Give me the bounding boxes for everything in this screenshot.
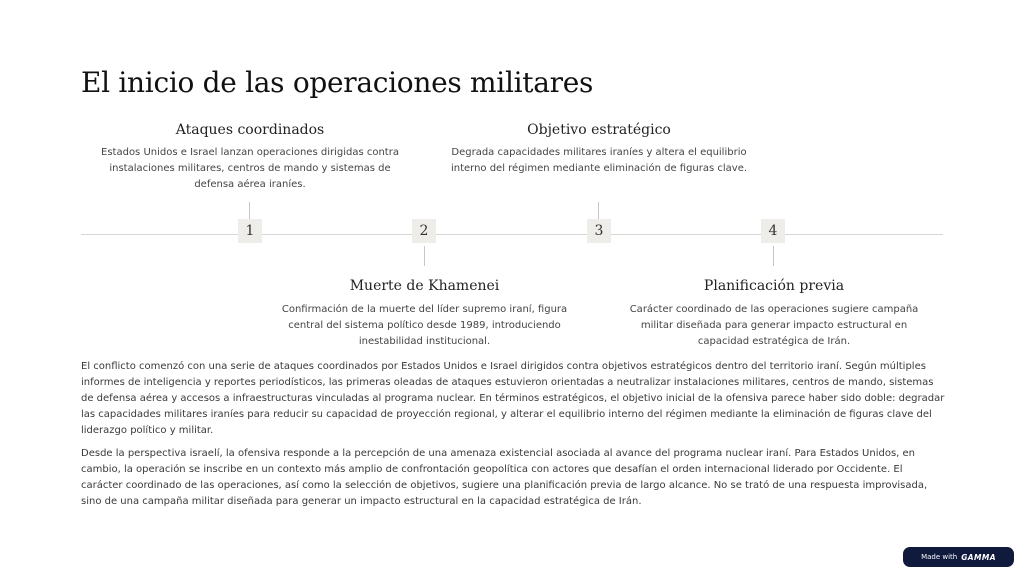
timeline-line xyxy=(81,234,943,235)
step-3-title: Objetivo estratégico xyxy=(527,122,671,138)
made-with-gamma-badge[interactable] xyxy=(903,547,1014,567)
gamma-logo: GAMMA xyxy=(961,552,996,562)
step-2-number: 2 xyxy=(412,219,436,243)
timeline-tick-2 xyxy=(424,246,425,266)
timeline-tick-4 xyxy=(773,246,774,266)
step-4-description: Carácter coordinado de las operaciones sugiere campaña militar diseñada para generar impacto estructural en capacidad estratégica de Irán. xyxy=(629,304,919,347)
step-2-title: Muerte de Khamenei xyxy=(349,278,500,294)
step-1-number: 1 xyxy=(238,219,262,243)
step-4-title: Planificación previa xyxy=(703,278,845,294)
body-paragraph-2: Desde la perspectiva israelí, la ofensiva responde a la percepción de una amenaza existencial asociada al avance del programa nuclear iraní. Para Estados Unidos, en cambio, la operación se inscribe en un contexto más amplio de confrontación geopolítica con actores que desafían el orden internacional liderado por Occidente. El carácter coordinado de las operaciones, así como la selección de objetivos, sugiere una planificación previa de largo alcance. No se trató de una respuesta improvisada, sino de una campaña militar diseñada para generar un impacto estructural en la capacidad estratégica de Irán. xyxy=(81,448,928,507)
step-3-number: 3 xyxy=(587,219,611,243)
page-title: El inicio de las operaciones militares xyxy=(81,66,594,99)
step-4-number: 4 xyxy=(761,219,785,243)
step-2-description: Confirmación de la muerte del líder supremo iraní, figura central del sistema político desde 1989, introduciendo inestabilidad institucional. xyxy=(281,304,568,347)
badge-made-with-label: Made with xyxy=(921,553,958,561)
body-paragraph-1: El conflicto comenzó con una serie de ataques coordinados por Estados Unidos e Israel dirigidos contra objetivos estratégicos dentro del territorio iraní. Según múltiples informes de inteligencia y reportes periodísticos, las primeras oleadas de ataques estuvieron orientadas a neutralizar instalaciones militares, centros de mando, sistemas de defensa aérea y accesos a infraestructuras vinculadas al programa nuclear. En términos estratégicos, el objetivo inicial de la ofensiva parece haber sido doble: degradar las capacidades militares iraníes para reducir su capacidad de proyección regional, y alterar el equilibrio interno del régimen mediante la eliminación de figuras clave del liderazgo político y militar. xyxy=(81,361,945,436)
step-1-description: Estados Unidos e Israel lanzan operaciones dirigidas contra instalaciones militares, centros de mando y sistemas de defensa aérea iraníes. xyxy=(101,147,399,190)
step-1-title: Ataques coordinados xyxy=(175,122,325,138)
step-3-description: Degrada capacidades militares iraníes y altera el equilibrio interno del régimen mediante eliminación de figuras clave. xyxy=(450,147,748,174)
